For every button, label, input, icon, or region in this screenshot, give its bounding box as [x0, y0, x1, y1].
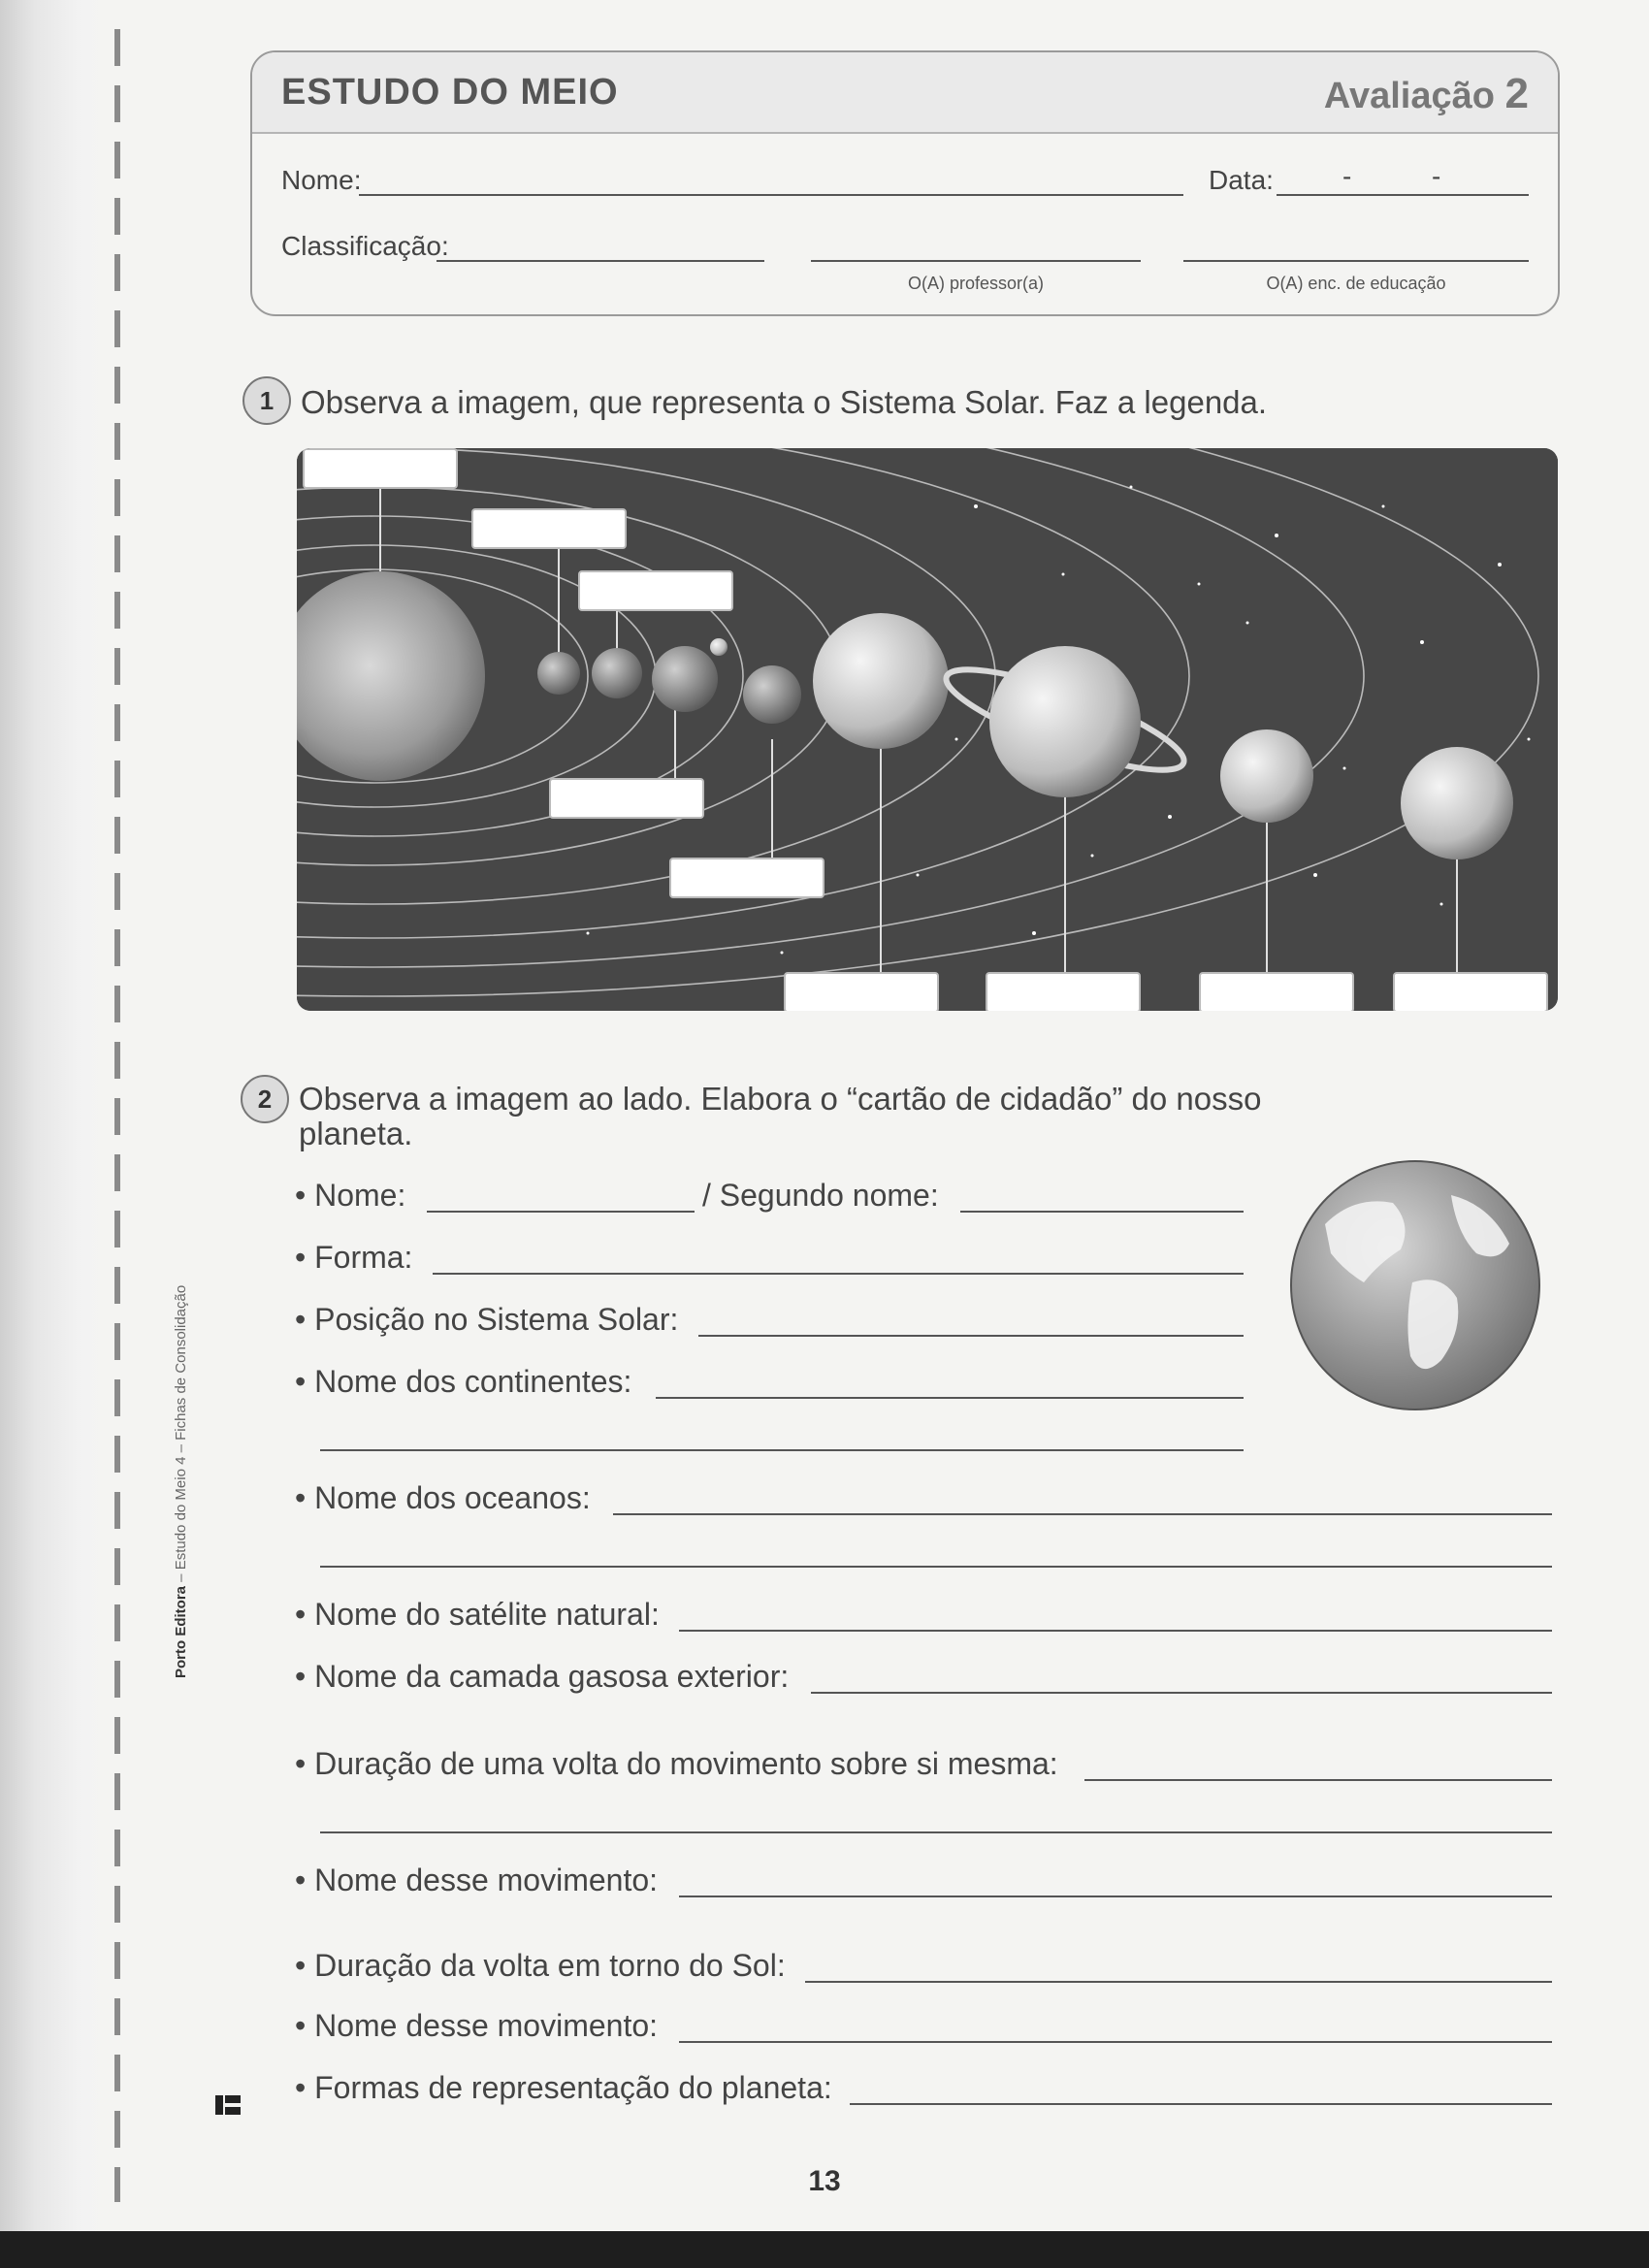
atmosphere-answer-line[interactable]: [811, 1692, 1552, 1694]
satellite-answer-line[interactable]: [679, 1630, 1552, 1632]
rotation-name-answer-line[interactable]: [679, 1895, 1552, 1897]
item-atmosphere-label: Nome da camada gasosa exterior:: [314, 1659, 790, 1694]
item-revolution-name: • Nome desse movimento:: [295, 2008, 659, 2043]
position-answer-line[interactable]: [698, 1335, 1244, 1337]
rotation-duration-answer-line[interactable]: [1084, 1779, 1552, 1781]
publisher-logo-icon: [215, 2095, 241, 2115]
rotation-duration-answer-line-2[interactable]: [320, 1831, 1552, 1833]
revolution-name-answer-line[interactable]: [679, 2041, 1552, 2043]
item-position-label: Posição no Sistema Solar:: [314, 1302, 679, 1337]
item-shape: • Forma:: [295, 1240, 413, 1275]
solar-system-image: [297, 448, 1558, 1011]
item-representation-forms: • Formas de representação do planeta:: [295, 2070, 832, 2105]
legend-box-venus[interactable]: [578, 570, 733, 611]
item-revolution-duration-label: Duração da volta em torno do Sol:: [314, 1948, 786, 1983]
item-satellite-label: Nome do satélite natural:: [314, 1597, 660, 1632]
item-revolution-name-label: Nome desse movimento:: [314, 2008, 659, 2043]
oceans-answer-line-2[interactable]: [320, 1566, 1552, 1568]
legend-box-saturn[interactable]: [986, 972, 1141, 1011]
spiral-binding: [114, 29, 120, 2202]
item-name-label: Nome:: [314, 1178, 406, 1213]
teacher-caption: O(A) professor(a): [907, 274, 1045, 293]
item-atmosphere: • Nome da camada gasosa exterior:: [295, 1659, 790, 1694]
earth-globe-image: [1286, 1156, 1544, 1414]
evaluation-title: [1324, 70, 1529, 118]
evaluation-label: Avaliação: [1323, 76, 1495, 116]
item-representation-forms-label: Formas de representação do planeta:: [314, 2070, 832, 2105]
page-number: 13: [808, 2165, 841, 2197]
spiral-binding-shadow: [0, 0, 116, 2268]
name-label: Nome:: [281, 165, 362, 195]
legend-box-jupiter[interactable]: [784, 972, 939, 1011]
item-satellite: • Nome do satélite natural:: [295, 1597, 660, 1632]
question-2-text-line2: planeta.: [299, 1116, 413, 1151]
page-bottom-edge: [0, 2231, 1649, 2268]
legend-box-mercury[interactable]: [471, 508, 627, 549]
date-label: Data:: [1209, 165, 1274, 195]
date-field[interactable]: [1277, 194, 1529, 196]
legend-box-uranus[interactable]: [1199, 972, 1354, 1011]
oceans-answer-line[interactable]: [613, 1513, 1552, 1515]
question-2-text-line1: Observa a imagem ao lado. Elabora o “cartão de cidadão” do nosso: [299, 1081, 1262, 1117]
item-oceans-label: Nome dos oceanos:: [314, 1480, 591, 1515]
continents-answer-line[interactable]: [656, 1397, 1244, 1399]
item-rotation-duration: • Duração de uma volta do movimento sobre si mesma:: [295, 1746, 1058, 1781]
item-oceans: • Nome dos oceanos:: [295, 1480, 591, 1515]
question-1-number: 1: [242, 376, 291, 425]
date-separator: -: [1432, 161, 1441, 191]
legend-box-mars[interactable]: [669, 858, 824, 898]
item-continents-label: Nome dos continentes:: [314, 1364, 632, 1399]
question-2-number: 2: [241, 1075, 289, 1123]
evaluation-number: 2: [1504, 70, 1529, 117]
shape-answer-line[interactable]: [433, 1273, 1244, 1275]
guardian-signature-field[interactable]: [1183, 260, 1529, 262]
item-rotation-name: • Nome desse movimento:: [295, 1863, 659, 1897]
representation-forms-answer-line[interactable]: [850, 2103, 1552, 2105]
name-field[interactable]: [359, 194, 1183, 196]
item-name: • Nome:: [295, 1178, 406, 1213]
continents-answer-line-2[interactable]: [320, 1449, 1244, 1451]
item-rotation-duration-label: Duração de uma volta do movimento sobre si mesma:: [314, 1746, 1058, 1781]
series-name: Estudo do Meio 4 – Fichas de Consolidação: [173, 1284, 189, 1571]
item-revolution-duration: • Duração da volta em torno do Sol:: [295, 1948, 786, 1983]
subject-title: ESTUDO DO MEIO: [281, 72, 619, 113]
item-continents: • Nome dos continentes:: [295, 1364, 632, 1399]
legend-box-sun[interactable]: [303, 448, 458, 489]
name-answer-line[interactable]: [427, 1211, 695, 1213]
publisher-name: Porto Editora: [173, 1585, 189, 1678]
grade-field[interactable]: [436, 260, 764, 262]
grade-label: Classificação:: [281, 231, 449, 261]
revolution-duration-answer-line[interactable]: [805, 1981, 1552, 1983]
item-shape-label: Forma:: [314, 1240, 413, 1275]
item-rotation-name-label: Nome desse movimento:: [314, 1863, 659, 1897]
question-1-text: Observa a imagem, que representa o Sistema Solar. Faz a legenda.: [301, 384, 1268, 420]
header-bar: [252, 52, 1558, 134]
header-box: [250, 50, 1560, 316]
legend-box-earth[interactable]: [549, 778, 704, 819]
teacher-signature-field[interactable]: [811, 260, 1141, 262]
date-separator: -: [1342, 161, 1352, 191]
item-position: • Posição no Sistema Solar:: [295, 1302, 679, 1337]
item-second-name-label: / Segundo nome:: [702, 1178, 939, 1213]
legend-box-neptune[interactable]: [1393, 972, 1548, 1011]
second-name-answer-line[interactable]: [960, 1211, 1244, 1213]
publisher-sidebar: Porto Editora – Estudo do Meio 4 – Fichas de Consolidação: [173, 1284, 189, 1678]
guardian-caption: O(A) enc. de educação: [1266, 274, 1446, 293]
